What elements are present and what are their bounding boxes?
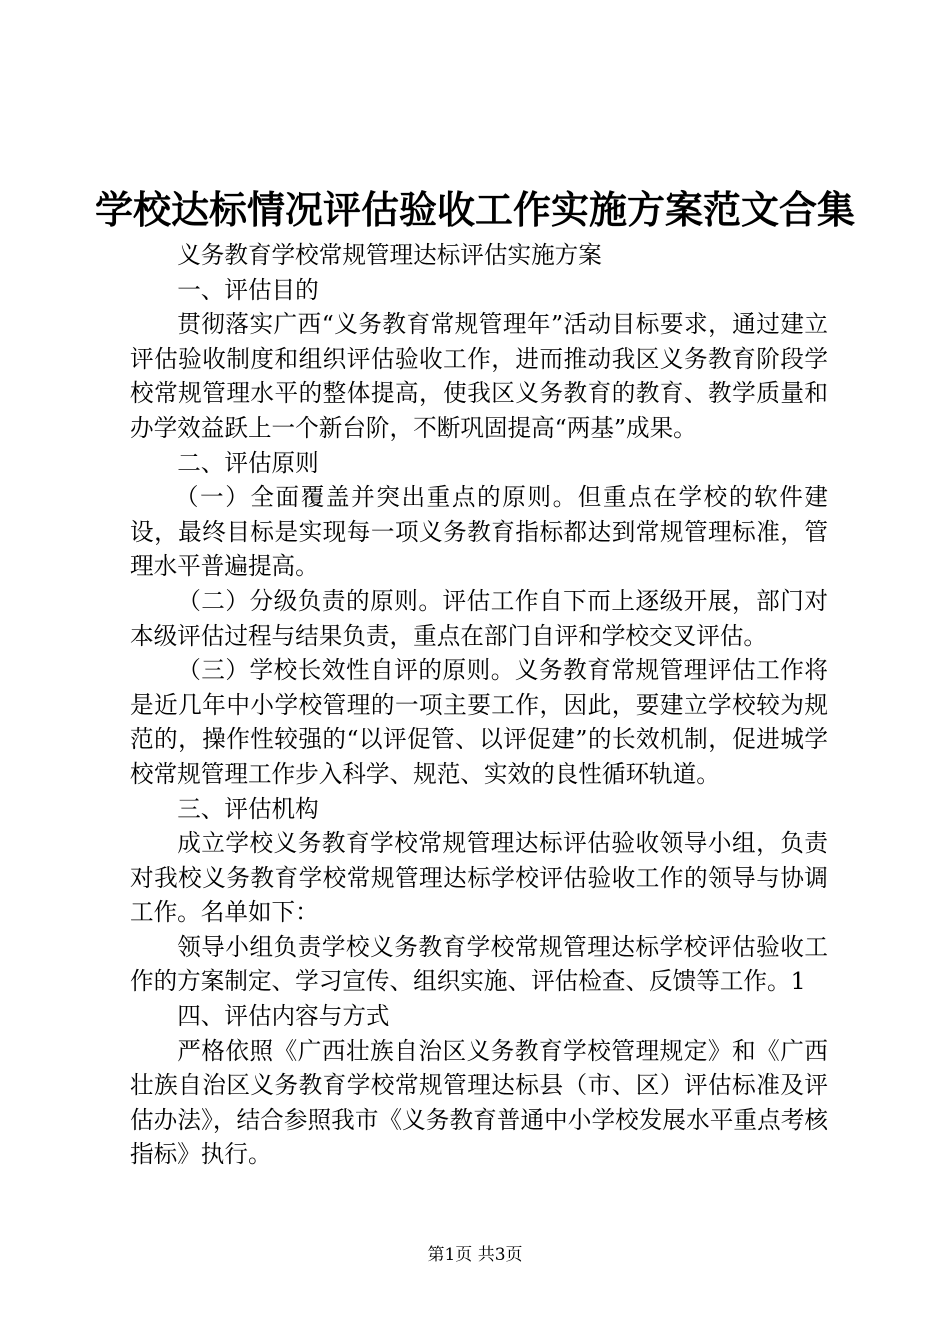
heading-purpose: 一、评估目的 [177, 275, 319, 304]
paragraph-principle-2: （二）分级负责的原则。评估工作自下而上逐级开展，部门对本级评估过程与结果负责，重点在部门自评和学校交叉评估。 [130, 586, 828, 650]
paragraph-purpose: 贯彻落实广西“义务教育常规管理年”活动目标要求，通过建立评估验收制度和组织评估验收工作，进而推动我区义务教育阶段学校常规管理水平的整体提高，使我区义务教育的教育、教学质量和办学效益跃上一个新台阶，不断巩固提高“两基”成果。 [130, 310, 828, 442]
heading-content: 四、评估内容与方式 [177, 1002, 390, 1031]
document-title: 学校达标情况评估验收工作实施方案范文合集 [94, 187, 855, 232]
paragraph-principle-1: （一）全面覆盖并突出重点的原则。但重点在学校的软件建设，最终目标是实现每一项义务教育指标都达到常规管理标准，管理水平普遍提高。 [130, 483, 828, 581]
document-body [130, 238, 828, 1172]
paragraph-principle-3: （三）学校长效性自评的原则。义务教育常规管理评估工作将是近几年中小学校管理的一项主要工作，因此，要建立学校较为规范的，操作性较强的“以评促管、以评促建”的长效机制，促进城学校常规管理工作步入科学、规范、实效的良性循环轨道。 [130, 656, 828, 788]
paragraph-organization: 成立学校义务教育学校常规管理达标评估验收领导小组，负责对我校义务教育学校常规管理达标学校评估验收工作的领导与协调工作。名单如下： [130, 829, 828, 927]
paragraph-content: 严格依照《广西壮族自治区义务教育学校管理规定》和《广西壮族自治区义务教育学校常规管理达标县（市、区）评估标准及评估办法》，结合参照我市《义务教育普通中小学校发展水平重点考核指标》执行。 [130, 1036, 828, 1169]
paragraph-subtitle: 义务教育学校常规管理达标评估实施方案 [177, 241, 602, 269]
heading-organization: 三、评估机构 [177, 794, 319, 823]
heading-principles: 二、评估原则 [177, 448, 319, 477]
page-footer: 第1页 共3页 [427, 1245, 523, 1265]
paragraph-leadership: 领导小组负责学校义务教育学校常规管理达标学校评估验收工作的方案制定、学习宣传、组织实施、评估检查、反馈等工作。1 [130, 932, 828, 996]
